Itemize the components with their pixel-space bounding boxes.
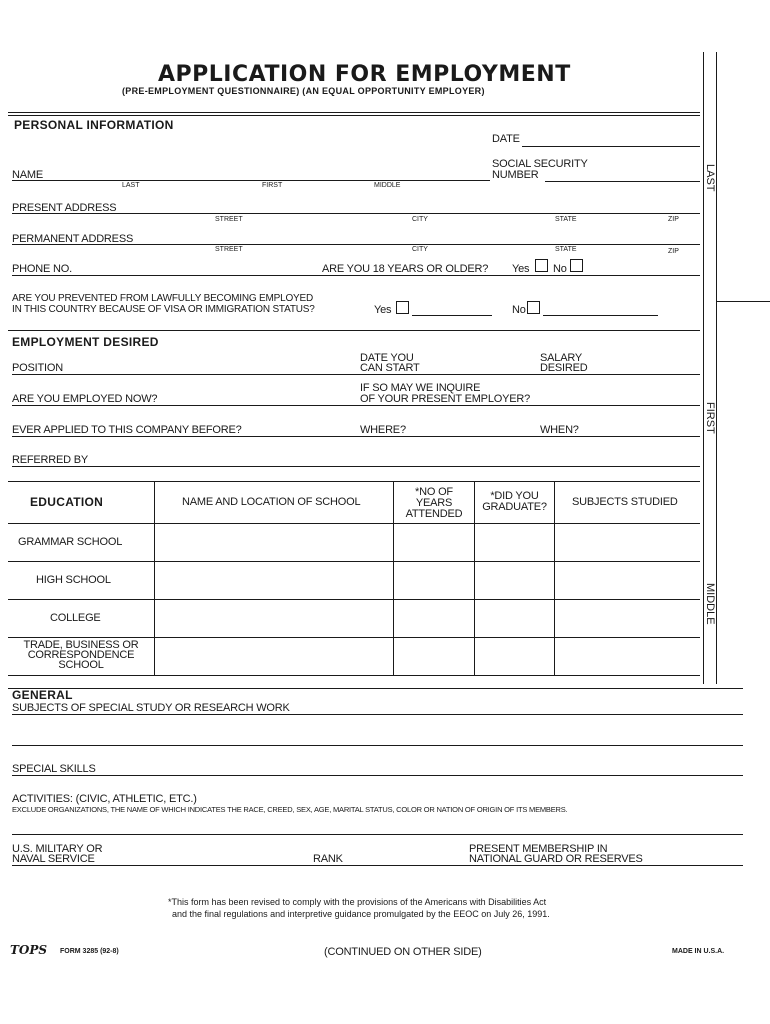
position-label: POSITION	[12, 362, 63, 374]
col-graduate-header	[475, 491, 554, 513]
visa-no-explain[interactable]	[543, 315, 658, 316]
table-row-divider	[8, 561, 700, 562]
activities-label: ACTIVITIES: (CIVIC, ATHLETIC, ETC.)	[12, 793, 197, 805]
date-field[interactable]	[522, 146, 700, 147]
special-study-field[interactable]	[12, 714, 743, 715]
start-date-label: DATE YOU	[360, 352, 414, 364]
side-tab-border	[716, 52, 717, 684]
special-skills-field[interactable]	[12, 775, 743, 776]
visa-yes-label: Yes	[374, 304, 392, 316]
side-tab-tick	[716, 301, 770, 302]
tops-logo: TOPS	[10, 943, 48, 957]
middle-name-caption: MIDDLE	[374, 182, 401, 189]
made-in-usa: MADE IN U.S.A.	[672, 948, 725, 955]
start-date-label-2: CAN START	[360, 362, 420, 374]
form-title: APPLICATION FOR EMPLOYMENT	[158, 62, 571, 87]
special-study-label: SUBJECTS OF SPECIAL STUDY OR RESEARCH WORK	[12, 702, 290, 714]
employment-desired-heading: EMPLOYMENT DESIRED	[12, 335, 159, 349]
street-caption: STREET	[215, 216, 243, 223]
inquire-label: IF SO MAY WE INQUIRE	[360, 382, 481, 394]
activities-exclude-note: EXCLUDE ORGANIZATIONS, THE NAME OF WHICH INDICATES THE RACE, CREED, SEX, AGE, MARITAL STATUS, COLOR OR NATION OF ORIGIN OF ITS MEMBERS.	[12, 805, 568, 814]
city-caption: CITY	[412, 216, 428, 223]
inquire-label-2: OF YOUR PRESENT EMPLOYER?	[360, 393, 531, 405]
military-label: U.S. MILITARY OR	[12, 843, 103, 855]
trade-line: TRADE, BUSINESS OR	[23, 639, 139, 651]
applied-before-field[interactable]	[12, 436, 700, 437]
applied-before-label: EVER APPLIED TO THIS COMPANY BEFORE?	[12, 424, 242, 436]
ssn-field[interactable]	[545, 181, 700, 182]
form-number: FORM 3285 (92-8)	[60, 948, 119, 955]
table-bottom-border	[8, 675, 700, 676]
visa-question-2: IN THIS COUNTRY BECAUSE OF VISA OR IMMIGRATION STATUS?	[12, 304, 315, 315]
age-question: ARE YOU 18 YEARS OR OLDER?	[322, 263, 489, 275]
visa-yes-explain[interactable]	[412, 315, 492, 316]
divider	[8, 330, 700, 331]
col-years-line: *NO OF	[415, 486, 453, 498]
military-label-2: NAVAL SERVICE	[12, 853, 95, 865]
where-label: WHERE?	[360, 424, 406, 436]
col-graduate-line: *DID YOU	[490, 490, 539, 502]
activities-field[interactable]	[12, 834, 743, 835]
divider	[8, 112, 700, 113]
special-study-field-2[interactable]	[12, 745, 743, 746]
permanent-address-label: PERMANENT ADDRESS	[12, 233, 134, 245]
visa-question: ARE YOU PREVENTED FROM LAWFULLY BECOMING EMPLOYED	[12, 293, 314, 304]
visa-no-checkbox[interactable]	[527, 301, 540, 314]
city-caption: CITY	[412, 246, 428, 253]
zip-caption: ZIP	[668, 216, 679, 223]
divider	[8, 115, 700, 116]
side-tab-last: LAST	[704, 164, 716, 192]
employed-now-field[interactable]	[12, 405, 700, 406]
zip-caption: ZIP	[668, 248, 679, 255]
table-row-divider	[8, 599, 700, 600]
position-field[interactable]	[12, 374, 700, 375]
present-address-field[interactable]	[12, 213, 700, 214]
trade-line: SCHOOL	[58, 659, 104, 671]
state-caption: STATE	[555, 216, 577, 223]
side-tab-first: FIRST	[704, 402, 716, 434]
col-subjects-header: SUBJECTS STUDIED	[572, 496, 678, 508]
table-col-divider	[554, 481, 555, 675]
age-yes-checkbox[interactable]	[535, 259, 548, 272]
ada-footnote-2: and the final regulations and interpretive guidance promulgated by the EEOC on July 26, 1991.	[172, 909, 550, 919]
guard-label: PRESENT MEMBERSHIP IN	[469, 843, 608, 855]
name-label: NAME	[12, 169, 43, 181]
rank-label: RANK	[313, 853, 343, 865]
phone-field[interactable]	[12, 275, 700, 276]
visa-no-label: No	[512, 304, 526, 316]
present-address-label: PRESENT ADDRESS	[12, 202, 117, 214]
table-row-divider	[8, 637, 700, 638]
table-col-divider	[154, 481, 155, 675]
grammar-school-label: GRAMMAR SCHOOL	[18, 536, 123, 548]
trade-school-label	[8, 640, 154, 670]
divider	[8, 688, 743, 689]
table-top-border	[8, 481, 700, 482]
form-subtitle: (PRE-EMPLOYMENT QUESTIONNAIRE) (AN EQUAL OPPORTUNITY EMPLOYER)	[122, 86, 485, 96]
salary-label: SALARY	[540, 352, 583, 364]
personal-information-heading: PERSONAL INFORMATION	[14, 118, 174, 132]
education-heading: EDUCATION	[30, 495, 104, 509]
ada-footnote: *This form has been revised to comply with the provisions of the Americans with Disabilities Act	[168, 897, 547, 907]
trade-line: CORRESPONDENCE	[27, 649, 135, 661]
last-name-caption: LAST	[122, 182, 140, 189]
date-label: DATE	[492, 133, 520, 145]
ssn-label-2: NUMBER	[492, 169, 539, 181]
phone-label: PHONE NO.	[12, 263, 72, 275]
permanent-address-field[interactable]	[12, 244, 700, 245]
name-field[interactable]	[12, 180, 490, 181]
age-yes-label: Yes	[512, 263, 530, 275]
col-years-line: ATTENDED	[405, 508, 463, 520]
col-years-line: YEARS	[415, 497, 453, 509]
referred-by-field[interactable]	[12, 466, 700, 467]
salary-label-2: DESIRED	[540, 362, 588, 374]
age-no-label: No	[553, 263, 567, 275]
special-skills-label: SPECIAL SKILLS	[12, 763, 96, 775]
age-no-checkbox[interactable]	[570, 259, 583, 272]
side-tab-middle: MIDDLE	[704, 583, 716, 625]
col-years-header	[394, 487, 474, 520]
table-row-divider	[8, 523, 700, 524]
state-caption: STATE	[555, 246, 577, 253]
military-field[interactable]	[12, 865, 743, 866]
street-caption: STREET	[215, 246, 243, 253]
high-school-label: HIGH SCHOOL	[36, 574, 111, 586]
col-graduate-line: GRADUATE?	[482, 501, 547, 513]
college-label: COLLEGE	[50, 612, 101, 624]
employed-now-label: ARE YOU EMPLOYED NOW?	[12, 393, 158, 405]
first-name-caption: FIRST	[262, 182, 283, 189]
referred-by-label: REFERRED BY	[12, 454, 89, 466]
when-label: WHEN?	[540, 424, 579, 436]
col-school-header: NAME AND LOCATION OF SCHOOL	[182, 496, 361, 508]
general-heading: GENERAL	[12, 688, 73, 702]
continued-note: (CONTINUED ON OTHER SIDE)	[324, 946, 482, 958]
guard-label-2: NATIONAL GUARD OR RESERVES	[469, 853, 643, 865]
ssn-label: SOCIAL SECURITY	[492, 158, 588, 170]
visa-yes-checkbox[interactable]	[396, 301, 409, 314]
